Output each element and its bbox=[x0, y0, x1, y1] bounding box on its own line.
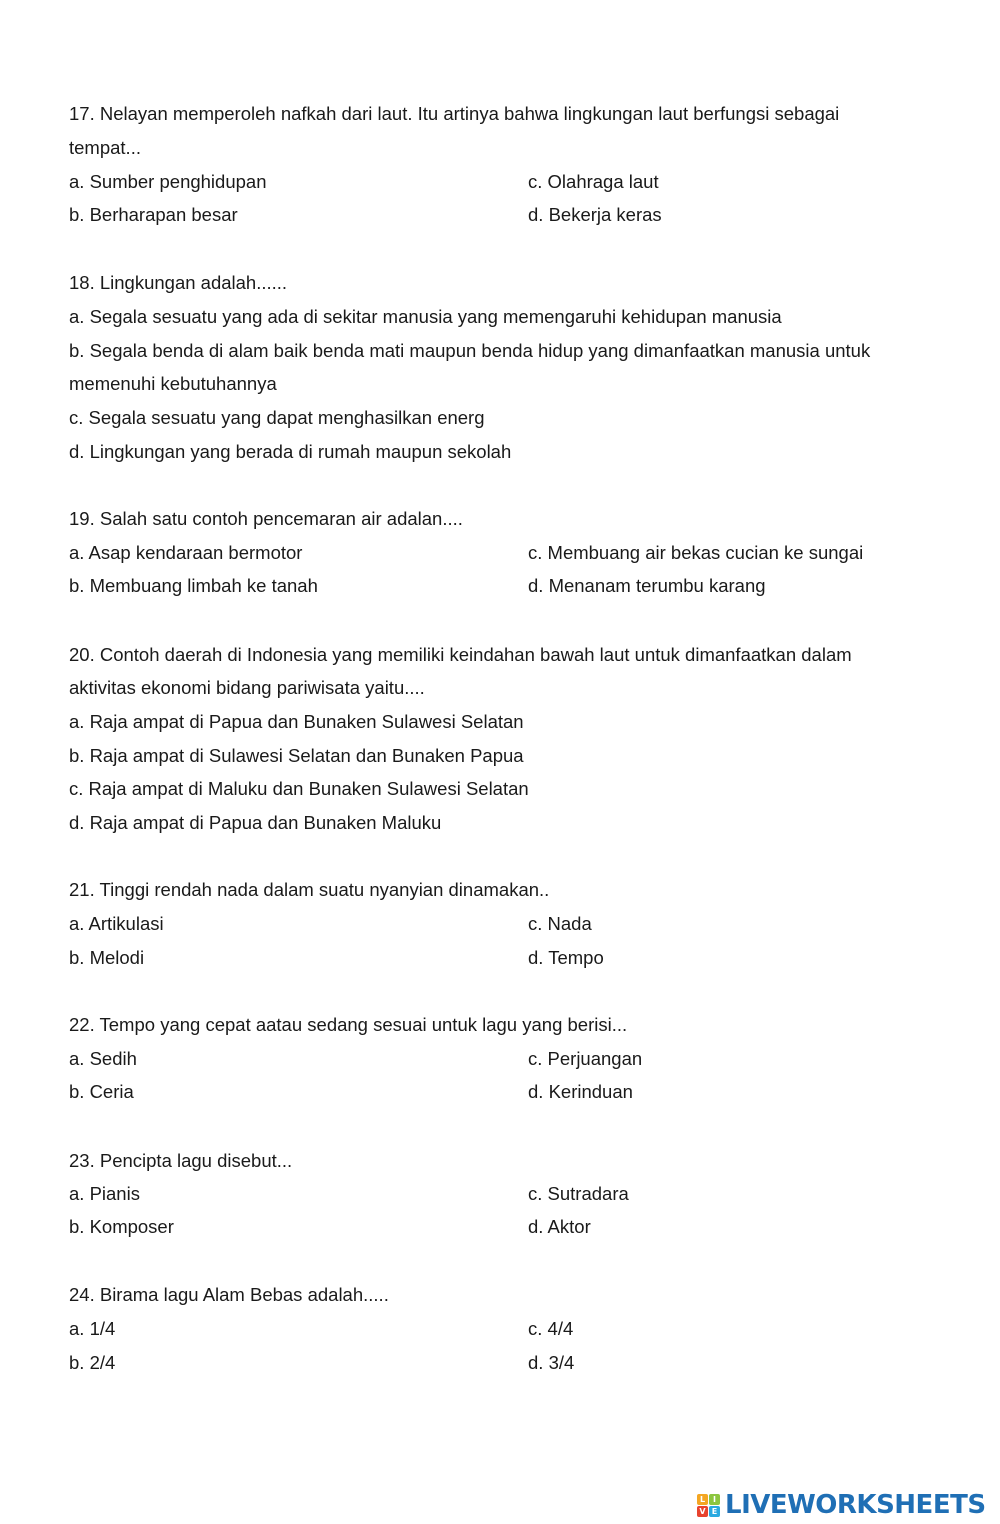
question-21-option-c: c. Nada bbox=[528, 913, 592, 934]
question-18-stem: 18. Lingkungan adalah...... bbox=[69, 272, 288, 293]
question-19-option-a: a. Asap kendaraan bermotor bbox=[69, 542, 303, 563]
question-18-option-c: c. Segala sesuatu yang dapat menghasilkan energ bbox=[69, 407, 485, 428]
logo-tile-v: V bbox=[697, 1506, 708, 1517]
question-24-option-d: d. 3/4 bbox=[528, 1352, 575, 1373]
question-21-option-b: b. Melodi bbox=[69, 947, 145, 968]
logo-tile-i: I bbox=[709, 1494, 720, 1505]
question-22-option-d: d. Kerinduan bbox=[528, 1081, 633, 1102]
question-17-stem-line-1: 17. Nelayan memperoleh nafkah dari laut. Itu artinya bahwa lingkungan laut berfungsi sebagai bbox=[69, 103, 840, 124]
logo-tile-e: E bbox=[709, 1506, 720, 1517]
question-22-option-c: c. Perjuangan bbox=[528, 1048, 643, 1069]
liveworksheets-logo-icon bbox=[697, 1494, 720, 1517]
question-20-stem-line-2: aktivitas ekonomi bidang pariwisata yaitu.... bbox=[69, 677, 425, 698]
question-21-option-a: a. Artikulasi bbox=[69, 913, 164, 934]
question-18-option-b-line-2: memenuhi kebutuhannya bbox=[69, 373, 277, 394]
question-23-option-b: b. Komposer bbox=[69, 1216, 174, 1237]
question-19-option-c: c. Membuang air bekas cucian ke sungai bbox=[528, 542, 864, 563]
question-18-option-a: a. Segala sesuatu yang ada di sekitar manusia yang memengaruhi kehidupan manusia bbox=[69, 306, 782, 327]
question-22-stem: 22. Tempo yang cepat aatau sedang sesuai untuk lagu yang berisi... bbox=[69, 1014, 628, 1035]
question-24-option-c: c. 4/4 bbox=[528, 1318, 574, 1339]
question-24-option-a: a. 1/4 bbox=[69, 1318, 116, 1339]
question-17-option-d: d. Bekerja keras bbox=[528, 204, 662, 225]
question-23-option-c: c. Sutradara bbox=[528, 1183, 629, 1204]
question-23-option-a: a. Pianis bbox=[69, 1183, 140, 1204]
question-24-option-b: b. 2/4 bbox=[69, 1352, 116, 1373]
question-20-option-a: a. Raja ampat di Papua dan Bunaken Sulawesi Selatan bbox=[69, 711, 524, 732]
question-17-option-a: a. Sumber penghidupan bbox=[69, 171, 267, 192]
question-23-option-d: d. Aktor bbox=[528, 1216, 591, 1237]
question-17-option-b: b. Berharapan besar bbox=[69, 204, 238, 225]
question-20-option-d: d. Raja ampat di Papua dan Bunaken Maluku bbox=[69, 812, 442, 833]
question-20-option-b: b. Raja ampat di Sulawesi Selatan dan Bunaken Papua bbox=[69, 745, 524, 766]
question-19-option-d: d. Menanam terumbu karang bbox=[528, 575, 766, 596]
question-23-stem: 23. Pencipta lagu disebut... bbox=[69, 1150, 293, 1171]
question-18-option-d: d. Lingkungan yang berada di rumah maupun sekolah bbox=[69, 441, 512, 462]
question-20-stem-line-1: 20. Contoh daerah di Indonesia yang memiliki keindahan bawah laut untuk dimanfaatkan dalam bbox=[69, 644, 852, 665]
liveworksheets-logo-text: LIVEWORKSHEETS bbox=[725, 1490, 986, 1520]
question-17-option-c: c. Olahraga laut bbox=[528, 171, 659, 192]
liveworksheets-logo bbox=[697, 1490, 986, 1520]
question-19-stem: 19. Salah satu contoh pencemaran air adalan.... bbox=[69, 508, 463, 529]
question-21-option-d: d. Tempo bbox=[528, 947, 604, 968]
question-18-option-b-line-1: b. Segala benda di alam baik benda mati maupun benda hidup yang dimanfaatkan manusia untuk bbox=[69, 340, 871, 361]
question-22-option-b: b. Ceria bbox=[69, 1081, 134, 1102]
question-17-stem-line-2: tempat... bbox=[69, 137, 141, 158]
question-22-option-a: a. Sedih bbox=[69, 1048, 137, 1069]
logo-tile-l: L bbox=[697, 1494, 708, 1505]
question-19-option-b: b. Membuang limbah ke tanah bbox=[69, 575, 318, 596]
question-20-option-c: c. Raja ampat di Maluku dan Bunaken Sulawesi Selatan bbox=[69, 778, 529, 799]
question-21-stem: 21. Tinggi rendah nada dalam suatu nyanyian dinamakan.. bbox=[69, 879, 550, 900]
question-24-stem: 24. Birama lagu Alam Bebas adalah..... bbox=[69, 1284, 389, 1305]
